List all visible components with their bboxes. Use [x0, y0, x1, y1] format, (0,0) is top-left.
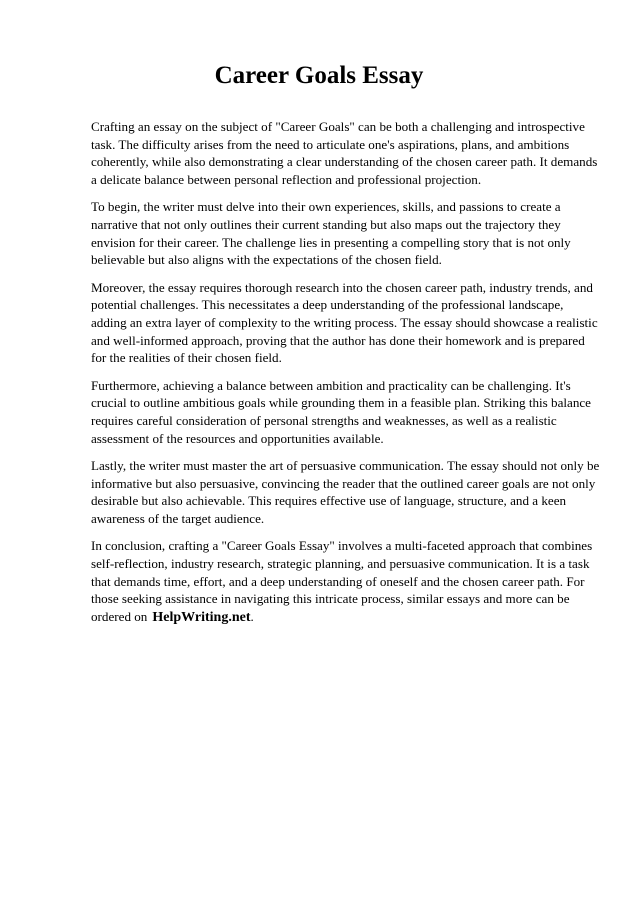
- conclusion-text: In conclusion, crafting a "Career Goals Essay" involves a multi-faceted approach that combines self-reflection, industry research, strategic planning, and persuasive communication. It is a task that demands time, effort, and a deep understanding of oneself and the chosen career path. For those seeking assistance in navigating this intricate process, similar essays and more can be ordered on: [91, 538, 593, 624]
- page-title: Career Goals Essay: [214, 62, 424, 89]
- paragraph-balance: Furthermore, achieving a balance between ambition and practicality can be challenging. It's crucial to outline ambitious goals while grounding them in a feasible plan. Striking this balance requires careful consideration of personal strengths and weaknesses, as well as a realistic assessment of the resources and opportunities available.: [91, 377, 591, 446]
- paragraph-conclusion: [91, 537, 601, 626]
- paragraph-intro: Crafting an essay on the subject of "Career Goals" can be both a challenging and introspective task. The difficulty arises from the need to articulate one's aspirations, plans, and ambitions coherently, while also demonstrating a clear understanding of the chosen career path. It demands a delicate balance between personal reflection and professional projection.: [91, 119, 598, 187]
- helpwriting-link[interactable]: HelpWriting.net: [152, 609, 251, 625]
- paragraph-research: Moreover, the essay requires thorough research into the chosen career path, industry trends, and potential challenges. This necessitates a deep understanding of the professional landscape, adding an extra layer of complexity to the writing process. The essay should showcase a realistic and well-informed approach, proving that the author has done their homework and is prepared for the realities of their chosen field.: [91, 279, 598, 366]
- paragraph-begin: To begin, the writer must delve into their own experiences, skills, and passions to create a narrative that not only outlines their current standing but also maps out the trajectory they envision for their career. The challenge lies in presenting a compelling story that is not only believable but also aligns with the expectations of the chosen field.: [91, 199, 571, 268]
- paragraph-persuasion: Lastly, the writer must master the art of persuasive communication. The essay should not only be informative but also persuasive, convincing the reader that the outlined career goals are not only desirable but also achievable. This requires effective use of language, structure, and a keen awareness of the target audience.: [91, 458, 600, 526]
- trailing-period: .: [250, 608, 254, 624]
- essay-body: [91, 118, 601, 636]
